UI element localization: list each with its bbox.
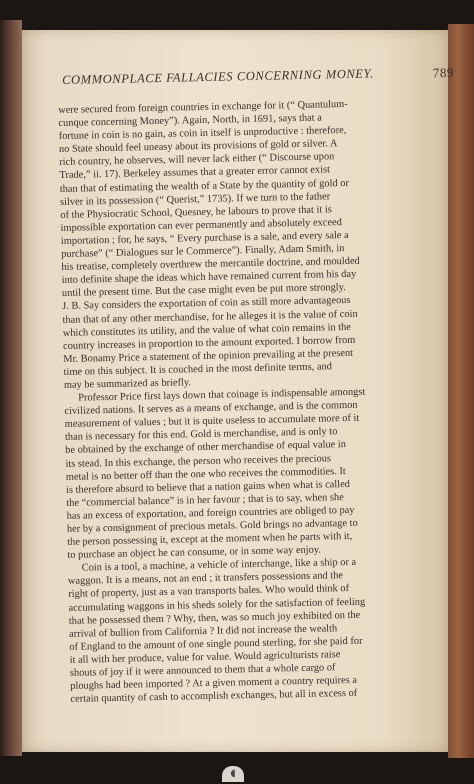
text-line: time on this subject. It is couched in the most definite terms, and xyxy=(63,361,333,378)
text-line: may be summarized as briefly. xyxy=(63,377,192,391)
text-line: rich country, he observes, will never lack either (“ Discourse upon xyxy=(59,151,335,169)
text-line: country increases in proportion to the amount exported. I borrow from xyxy=(62,334,356,352)
text-line: of the Physiocratic School, Quesney, he labours to prove that it is xyxy=(60,204,332,221)
text-line: ploughs had been imported ? At a given moment a country requires a xyxy=(70,674,358,692)
text-line: that he possessed them ? Why, then, was so much joy exhibited on the xyxy=(68,609,361,627)
text-line: silver in its possession (“ Querist,” 1735). If we turn to the father xyxy=(59,190,331,208)
text-line: has an excess of exportation, and foreign countries are obliged to pay xyxy=(66,504,355,522)
text-line: arrival of bullion from California ? It did not increase the wealth xyxy=(68,623,338,640)
text-line: civilized nations. It serves as a means of exchange, and is the common xyxy=(64,399,358,418)
text-line: his treatise, completely overthrew the mercantile doctrine, and moulded xyxy=(61,255,360,274)
text-line: Mr. Bonamy Price a statement of the opinion prevailing at the present xyxy=(63,347,354,365)
text-line: into definite shape the ideas which have remained current from his day xyxy=(61,269,357,287)
book-spine-edge xyxy=(0,20,22,756)
text-line: impossible exportation can ever permanently and absolutely exceed xyxy=(60,216,342,234)
page-number: 789 xyxy=(432,64,455,81)
text-line: metal is no better off than the one who receives the commodities. It xyxy=(65,465,346,483)
text-line: is therefore absurd to believe that a nation gains when what is called xyxy=(65,478,351,496)
text-line: Trade,” ii. 17). Berkeley assumes that a greater error cannot exist xyxy=(59,164,331,182)
text-line: than that of any other merchandise, for he alleges it is the value of coin xyxy=(62,308,358,326)
text-line: it all with her produce, value for value. Would agriculturists raise xyxy=(69,649,341,666)
text-line: than that of estimating the wealth of a State by the quantity of gold or xyxy=(59,177,349,195)
text-line: were secured from foreign countries in exchange for it (“ Quantulum- xyxy=(58,98,348,116)
text-line: cunque concerning Money”). Again, North, in 1691, says that a xyxy=(58,112,322,130)
text-line: the “commercial balance” is in her favour ; that is to say, when she xyxy=(66,491,344,509)
text-line: no State should feel uneasy about its provisions of gold or silver. A xyxy=(58,138,338,156)
text-line: than is necessary for this end. Gold is merchandise, and is only to xyxy=(64,426,338,444)
text-line: waggon. It is a means, not an end ; it transfers possessions and the xyxy=(67,570,344,588)
body-text xyxy=(58,96,459,734)
text-line: of England to the amount of one single pound sterling, for she paid for xyxy=(69,635,363,653)
text-line: accumulating waggons in his sheds solely for the satisfaction of feeling xyxy=(68,596,366,614)
running-title: COMMONPLACE FALLACIES CONCERNING MONEY. xyxy=(62,66,374,87)
text-line: J. B. Say considers the exportation of coin as still more advantageous xyxy=(62,295,351,313)
text-line: importation ; for, he says, “ Every purchase is a sale, and every sale a xyxy=(60,229,349,247)
text-line: until the present time. But the case might even be put more strongly. xyxy=(61,282,346,300)
text-line: the person possessing it, except at the moment when he parts with it, xyxy=(67,531,353,548)
text-line: purchase” (“ Dialogues sur le Commerce”). Finally, Adam Smith, in xyxy=(61,243,345,260)
text-line: fortune in coin is no gain, as coin in itself is unproductive : therefore, xyxy=(58,125,347,143)
text-line: right of property, just as a van transports bales. Who would think of xyxy=(68,583,350,601)
text-line: to purchase an object he can consume, or in some way enjoy. xyxy=(67,544,322,562)
text-line: certain quantity of cash to accomplish exchanges, but all in excess of xyxy=(70,688,358,706)
text-line: Professor Price first lays down that coinage is indispensable amongst xyxy=(78,386,366,404)
text-line: Coin is a tool, a machine, a vehicle of interchange, like a ship or a xyxy=(81,557,357,574)
text-line: her by a consignment of precious metals. Gold brings no advantage to xyxy=(66,517,358,535)
text-line: measurement of values ; but it is quite useless to accumulate more of it xyxy=(64,413,360,431)
text-line: which constitutes its utility, and the value of what coin remains in the xyxy=(62,321,352,339)
text-line: its stead. In this exchange, the person who receives the precious xyxy=(65,452,332,470)
watermark-badge: ◖ xyxy=(222,766,244,782)
text-line: be obtained by the exchange of other merchandise of equal value in xyxy=(65,439,347,457)
text-line: shouts of joy if it were announced to them that a whole cargo of xyxy=(69,662,336,679)
